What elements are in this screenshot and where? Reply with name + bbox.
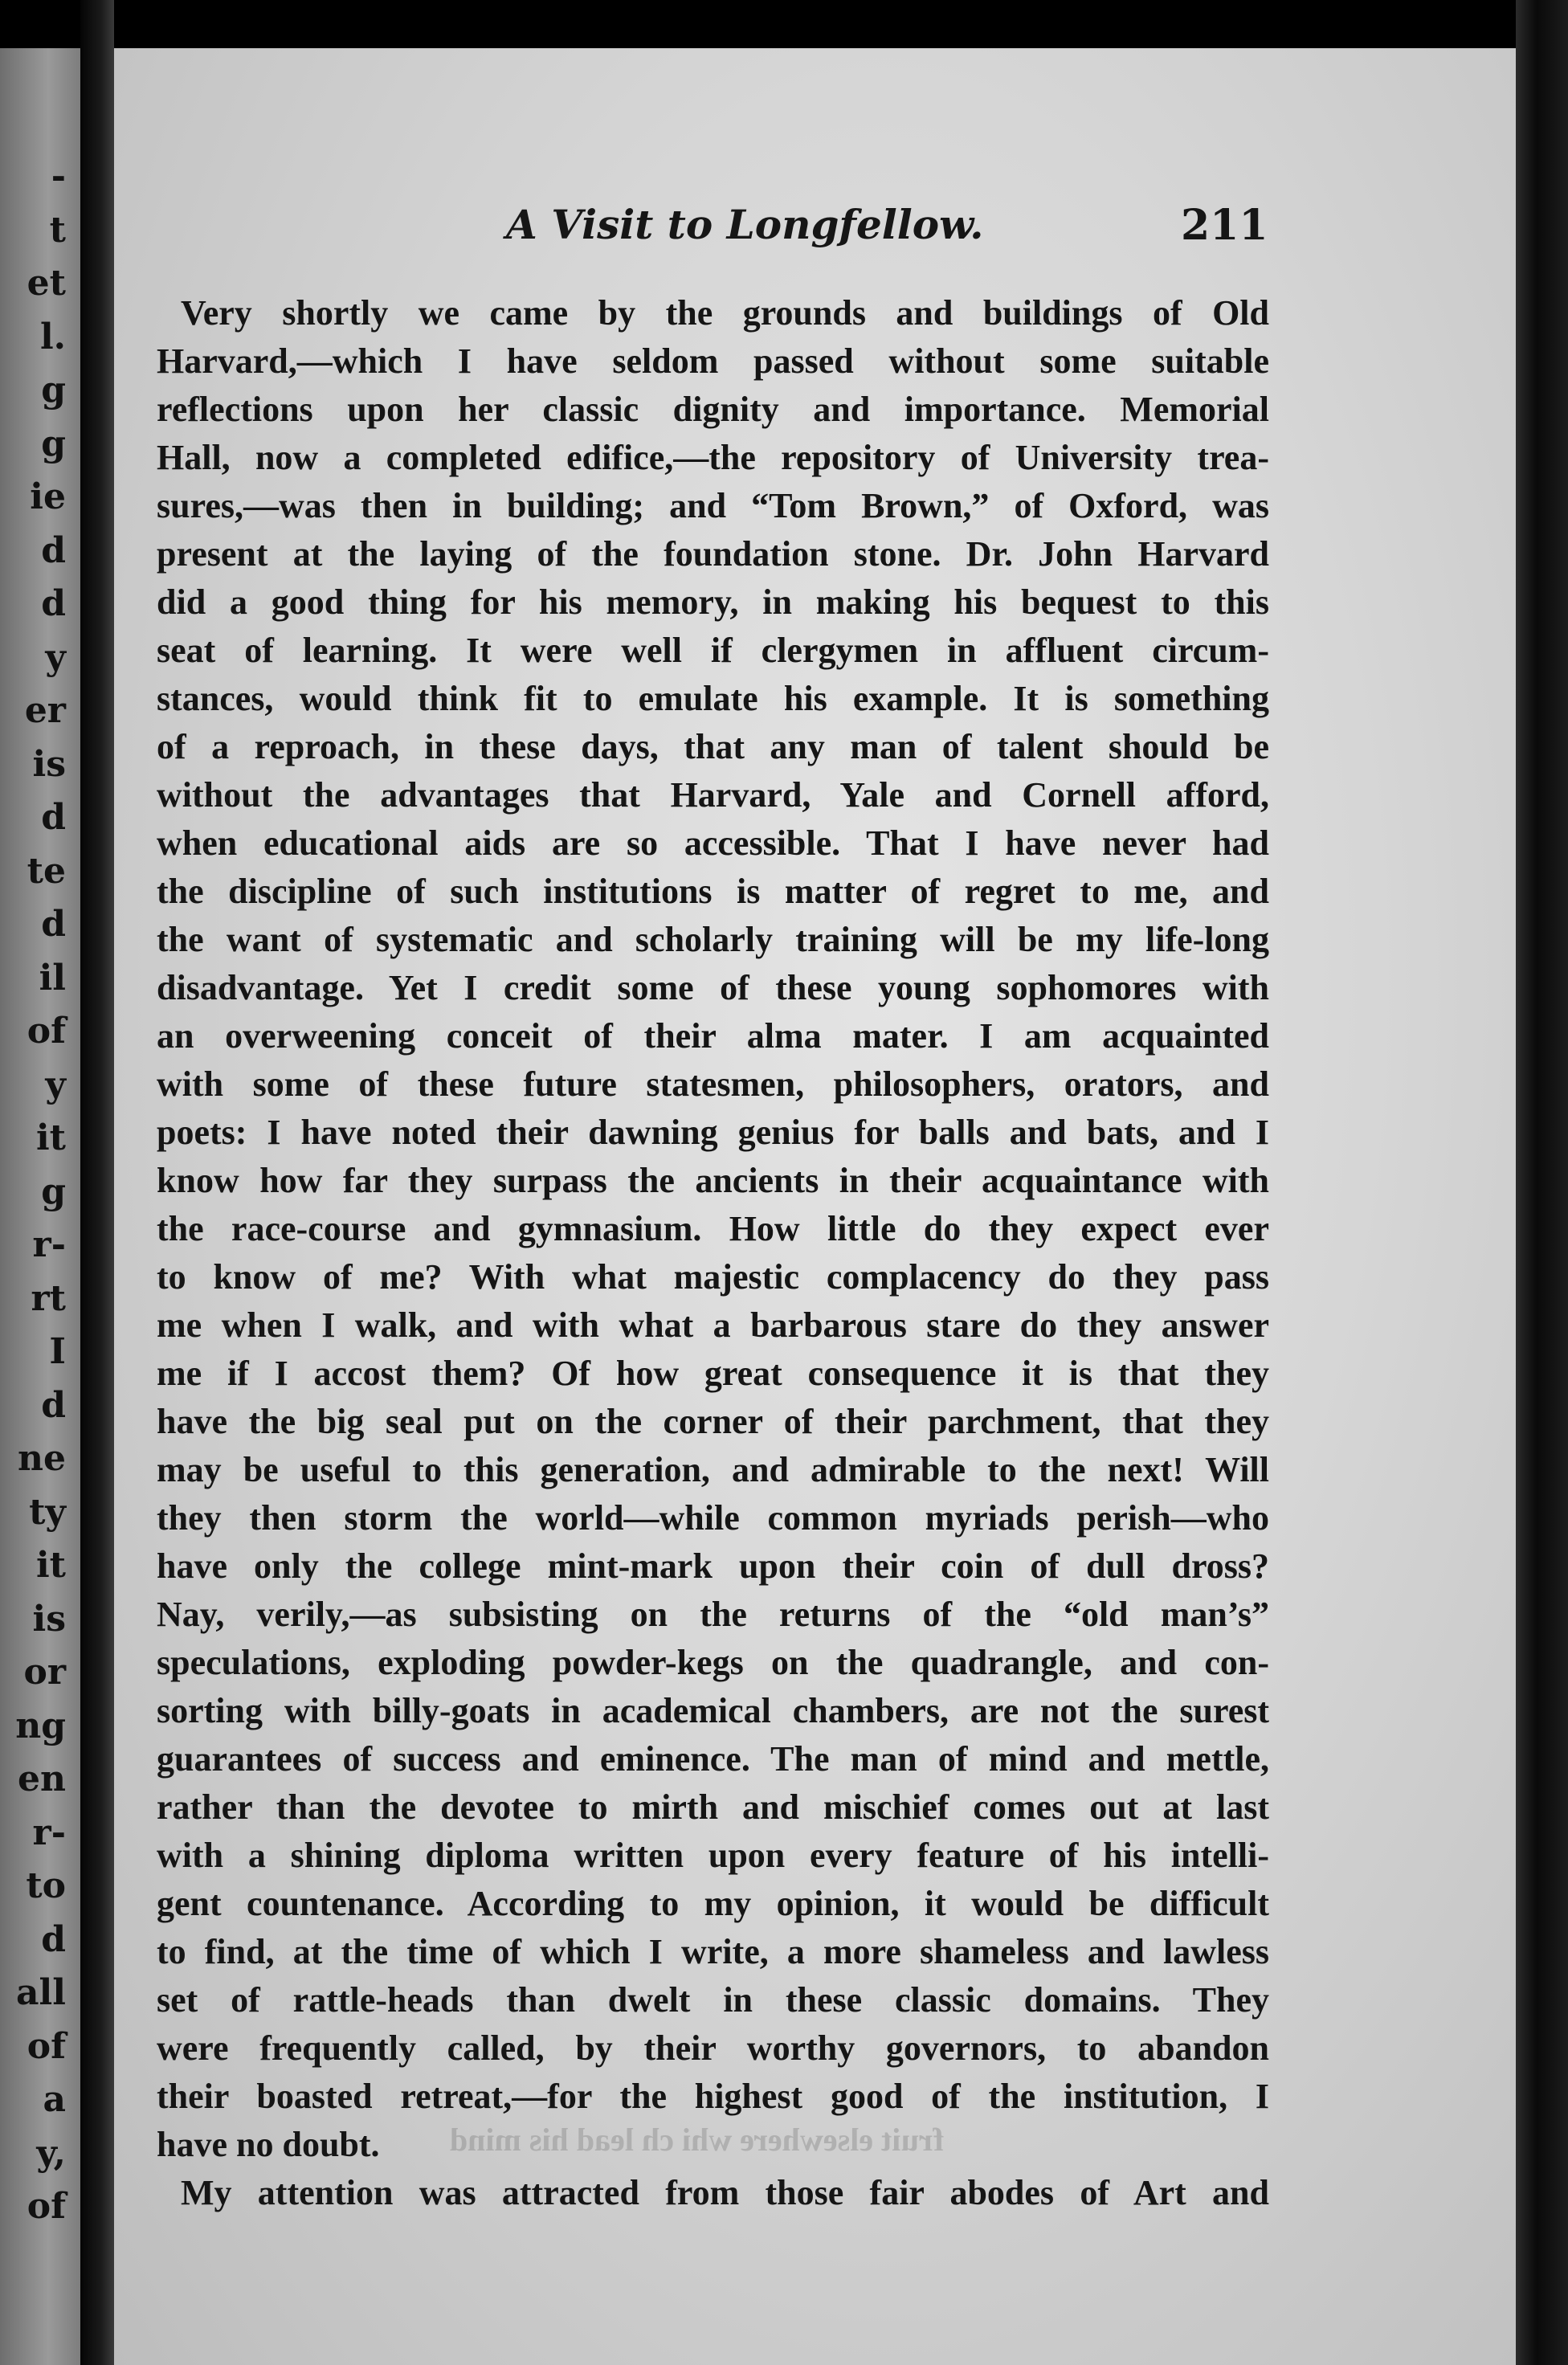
text-line: Very shortly we came by the grounds and buildings of Old	[181, 293, 1269, 333]
ink-show-through: fruit elsewhere whi ch lead his mind	[450, 2122, 944, 2158]
facing-page-text-fragment: to	[26, 1865, 66, 1906]
facing-page-text-fragment: ie	[30, 476, 66, 517]
text-line: may be useful to this generation, and admirable to the next! Will	[157, 1450, 1269, 1489]
facing-page-text-fragment: is	[32, 1598, 66, 1640]
text-line: sorting with billy-goats in academical chambers, are not the surest	[157, 1691, 1269, 1730]
facing-page-text-fragment: ty	[29, 1491, 66, 1533]
facing-page-text-fragment: of	[27, 1011, 66, 1052]
text-line: have no doubt.	[157, 2125, 380, 2164]
facing-page-text-fragment: l.	[39, 316, 66, 357]
facing-page-text-fragment: d	[41, 529, 66, 571]
text-line: rather than the devotee to mirth and mischief comes out at last	[157, 1787, 1269, 1827]
facing-page-text-fragment: te	[27, 850, 66, 892]
book-binding-edge	[1516, 0, 1568, 2365]
facing-page-text-fragment: y	[45, 1064, 66, 1105]
text-line: Nay, verily,—as subsisting on the returns of the “old man’s”	[157, 1595, 1269, 1634]
page-number: 211	[1181, 201, 1268, 250]
facing-page-text-fragment: et	[27, 263, 66, 304]
facing-page-text-fragment: d	[41, 1918, 66, 1960]
text-line: sures,—was then in building; and “Tom Brown,” of Oxford, was	[157, 486, 1269, 525]
facing-page-text-fragment: en	[18, 1758, 66, 1799]
facing-page-text-fragment: r-	[32, 1812, 66, 1853]
text-line: me when I walk, and with what a barbarous stare do they answer	[157, 1305, 1269, 1345]
text-line: reflections upon her classic dignity and importance. Memorial	[157, 390, 1269, 429]
text-line: did a good thing for his memory, in making his bequest to this	[157, 582, 1269, 622]
facing-page-text-fragment: d	[41, 583, 66, 624]
text-line: gent countenance. According to my opinion, it would be difficult	[157, 1884, 1269, 1923]
text-line: set of rattle-heads than dwelt in these classic domains. They	[157, 1980, 1269, 2020]
text-line: present at the laying of the foundation stone. Dr. John Harvard	[157, 534, 1269, 574]
text-line: with a shining diploma written upon every feature of his intelli-	[157, 1836, 1269, 1875]
facing-page-text-fragment: g	[41, 1170, 66, 1212]
text-line: the discipline of such institutions is matter of regret to me, and	[157, 872, 1269, 911]
facing-page-text-fragment: it	[35, 1545, 66, 1586]
text-line: Hall, now a completed edifice,—the repository of University trea-	[157, 438, 1269, 477]
facing-page-text-fragment: all	[16, 1972, 66, 2013]
text-line: disadvantage. Yet I credit some of these young sophomores with	[157, 968, 1269, 1007]
text-line: me if I accost them? Of how great consequence it is that they	[157, 1354, 1269, 1393]
facing-page-text-fragment: il	[39, 957, 66, 999]
text-line: guarantees of success and eminence. The man of mind and mettle,	[157, 1739, 1269, 1779]
text-line: speculations, exploding powder-kegs on the quadrangle, and con-	[157, 1643, 1269, 1682]
text-line: to find, at the time of which I write, a more shameless and lawless	[157, 1932, 1269, 1971]
facing-page-text-fragment: it	[35, 1117, 66, 1158]
text-line: they then storm the world—while common myriads perish—who	[157, 1498, 1269, 1538]
running-head: A Visit to Longfellow.	[506, 201, 984, 248]
facing-page-text-fragment: -	[51, 156, 66, 197]
facing-page-text-fragment: of	[27, 2025, 66, 2067]
facing-page-text-fragment: ng	[15, 1705, 66, 1746]
text-line: stances, would think fit to emulate his example. It is something	[157, 679, 1269, 718]
text-line: were frequently called, by their worthy governors, to abandon	[157, 2028, 1269, 2068]
facing-page-text-fragment: of	[27, 2186, 66, 2227]
facing-page-text-fragment: d	[41, 904, 66, 945]
scan-top-border	[0, 0, 1568, 48]
text-line: the race-course and gymnasium. How little do they expect ever	[157, 1209, 1269, 1248]
text-line: their boasted retreat,—for the highest good of the institution, I	[157, 2077, 1269, 2116]
text-line: have only the college mint-mark upon their coin of dull dross?	[157, 1546, 1269, 1586]
facing-page-text-fragment: is	[32, 743, 66, 785]
facing-page-edge	[0, 48, 80, 2365]
facing-page-text-fragment: or	[23, 1652, 66, 1693]
facing-page-text-fragment: rt	[31, 1277, 66, 1319]
text-line: of a reproach, in these days, that any man of talent should be	[157, 727, 1269, 766]
facing-page-text-fragment: r-	[32, 1224, 66, 1265]
facing-page-text-fragment: d	[41, 1384, 66, 1426]
text-line: to know of me? With what majestic complacency do they pass	[157, 1257, 1269, 1297]
facing-page-text-fragment: a	[43, 2079, 66, 2120]
facing-page-text-fragment: I	[49, 1331, 66, 1372]
text-line: seat of learning. It were well if clergymen in affluent circum-	[157, 631, 1269, 670]
text-line: when educational aids are so accessible. That I have never had	[157, 823, 1269, 863]
text-line: the want of systematic and scholarly training will be my life-long	[157, 920, 1269, 959]
facing-page-text-fragment: d	[41, 797, 66, 838]
book-gutter	[80, 0, 114, 2365]
facing-page-text-fragment: g	[41, 370, 66, 411]
text-line: know how far they surpass the ancients in their acquaintance with	[157, 1161, 1269, 1200]
text-line: an overweening conceit of their alma mater. I am acquainted	[157, 1016, 1269, 1056]
body-text	[157, 289, 1269, 2217]
facing-page-text-fragment: g	[41, 423, 66, 464]
facing-page-text-fragment: er	[24, 690, 66, 731]
text-line: have the big seal put on the corner of their parchment, that they	[157, 1402, 1269, 1441]
text-line: without the advantages that Harvard, Yale and Cornell afford,	[157, 775, 1269, 815]
facing-page-text-fragment: y	[45, 636, 66, 678]
facing-page-text-fragment: y,	[36, 2132, 66, 2174]
facing-page-text-fragment: ne	[18, 1438, 66, 1479]
text-line: poets: I have noted their dawning genius for balls and bats, and I	[157, 1113, 1269, 1152]
text-line: My attention was attracted from those fair abodes of Art and	[181, 2173, 1269, 2212]
text-line: Harvard,—which I have seldom passed without some suitable	[157, 341, 1269, 381]
text-line: with some of these future statesmen, philosophers, orators, and	[157, 1064, 1269, 1104]
facing-page-text-fragment: t	[49, 209, 66, 251]
